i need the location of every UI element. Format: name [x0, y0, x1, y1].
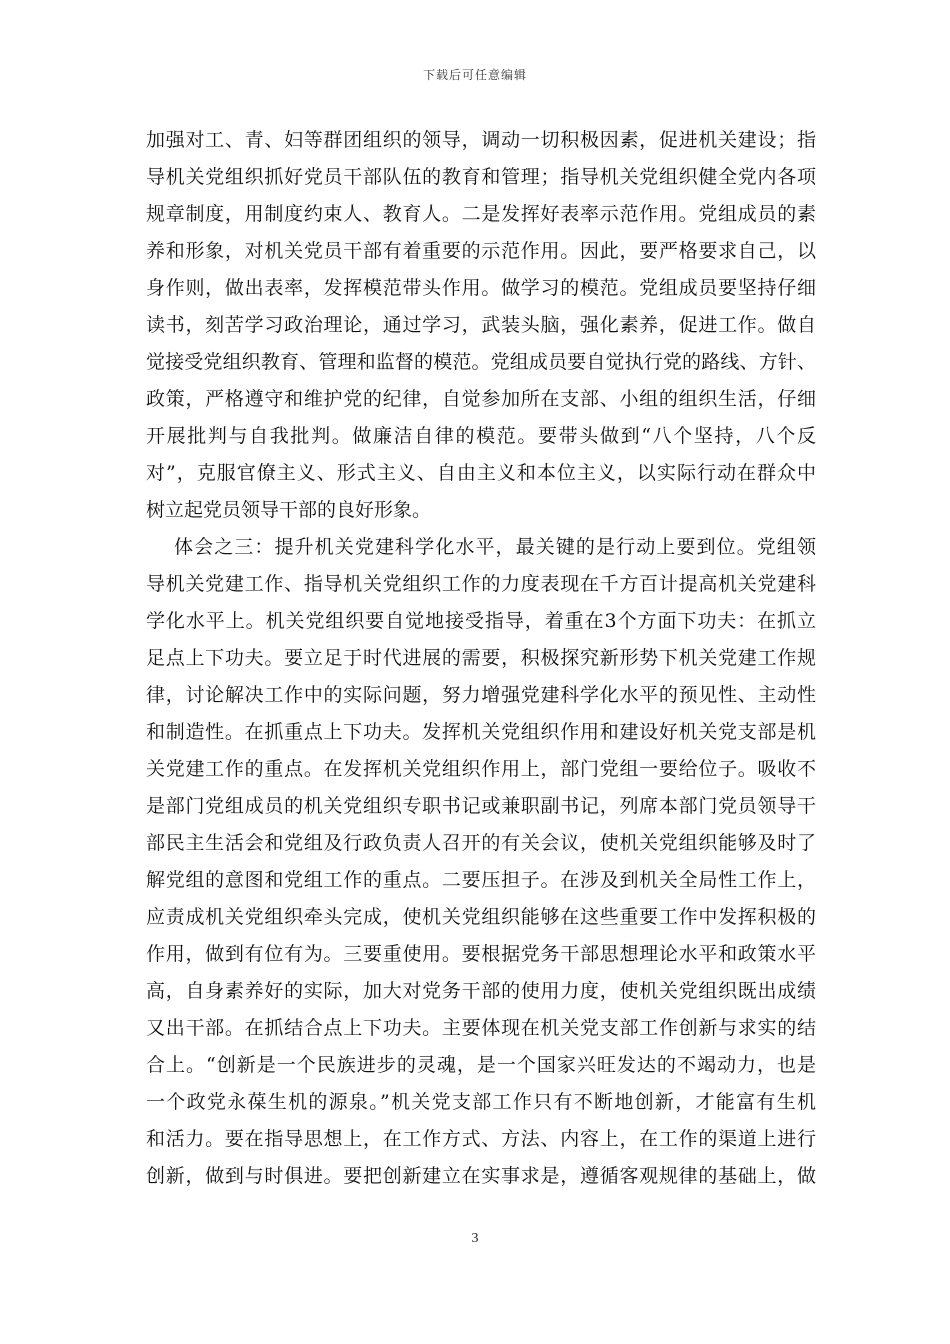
text-line: 觉接受党组织教育、管理和监督的模范。党组成员要自觉执行党的路线、方针、 [146, 351, 816, 373]
text-line: 一个政党永葆生机的源泉。”机关党支部工作只有不断地创新，才能富有生机 [146, 1091, 816, 1113]
text-line: 足点上下功夫。要立足于时代进展的需要，积极探究新形势下机关党建工作规 [146, 647, 816, 669]
text-line: 和活力。要在指导思想上，在工作方式、方法、内容上，在工作的渠道上进行 [146, 1128, 816, 1150]
text-line: 开展批判与自我批判。做廉洁自律的模范。要带头做到“八个坚持，八个反 [146, 425, 816, 447]
paragraph [146, 529, 816, 1195]
text-line: 读书，刻苦学习政治理论，通过学习，武装头脑，强化素养，促进工作。做自 [146, 314, 816, 336]
text-line: 解党组的意图和党组工作的重点。二要压担子。在涉及到机关全局性工作上， [146, 869, 816, 891]
text-line: 关党建工作的重点。在发挥机关党组织作用上，部门党组一要给位子。吸收不 [146, 758, 816, 780]
text-line: 应责成机关党组织牵头完成，使机关党组织能够在这些重要工作中发挥积极的 [146, 906, 816, 928]
page-header: 下载后可任意编辑 [422, 68, 527, 82]
page-number: 3 [471, 1231, 479, 1246]
text-line: 高，自身素养好的实际，加大对党务干部的使用力度，使机关党组织既出成绩 [146, 980, 816, 1002]
text-line: 对”，克服官僚主义、形式主义、自由主义和本位主义，以实际行动在群众中 [146, 462, 816, 484]
text-line: 导机关党建工作、指导机关党组织工作的力度表现在千方百计提高机关党建科 [146, 573, 816, 595]
document-body [146, 122, 816, 1195]
text-line: 身作则，做出表率，发挥模范带头作用。做学习的模范。党组成员要坚持仔细 [146, 277, 816, 299]
text-line: 政策，严格遵守和维护党的纪律，自觉参加所在支部、小组的组织生活，仔细 [146, 388, 816, 410]
text-line: 是部门党组成员的机关党组织专职书记或兼职副书记，列席本部门党员领导干 [146, 795, 816, 817]
text-line: 创新，做到与时俱进。要把创新建立在实事求是，遵循客观规律的基础上，做 [146, 1165, 816, 1187]
text-line: 树立起党员领导干部的良好形象。 [146, 499, 432, 521]
paragraph [146, 122, 816, 529]
text-line: 规章制度，用制度约束人、教育人。二是发挥好表率示范作用。党组成员的素 [146, 203, 816, 225]
text-line: 又出干部。在抓结合点上下功夫。主要体现在机关党支部工作创新与求实的结 [146, 1017, 816, 1039]
text-line: 体会之三：提升机关党建科学化水平，最关键的是行动上要到位。党组领 [174, 536, 816, 558]
text-line: 作用，做到有位有为。三要重使用。要根据党务干部思想理论水平和政策水平 [146, 943, 816, 965]
text-line: 合上。“创新是一个民族进步的灵魂，是一个国家兴旺发达的不竭动力，也是 [146, 1054, 816, 1076]
text-line: 养和形象，对机关党员干部有着重要的示范作用。因此，要严格要求自己，以 [146, 240, 816, 262]
text-line: 学化水平上。机关党组织要自觉地接受指导，着重在3个方面下功夫：在抓立 [146, 610, 816, 632]
text-line: 部民主生活会和党组及行政负责人召开的有关会议，使机关党组织能够及时了 [146, 832, 816, 854]
text-line: 导机关党组织抓好党员干部队伍的教育和管理；指导机关党组织健全党内各项 [146, 166, 816, 188]
text-line: 和制造性。在抓重点上下功夫。发挥机关党组织作用和建设好机关党支部是机 [146, 721, 816, 743]
text-line: 律，讨论解决工作中的实际问题，努力增强党建科学化水平的预见性、主动性 [146, 684, 816, 706]
text-line: 加强对工、青、妇等群团组织的领导，调动一切积极因素，促进机关建设；指 [146, 129, 816, 151]
